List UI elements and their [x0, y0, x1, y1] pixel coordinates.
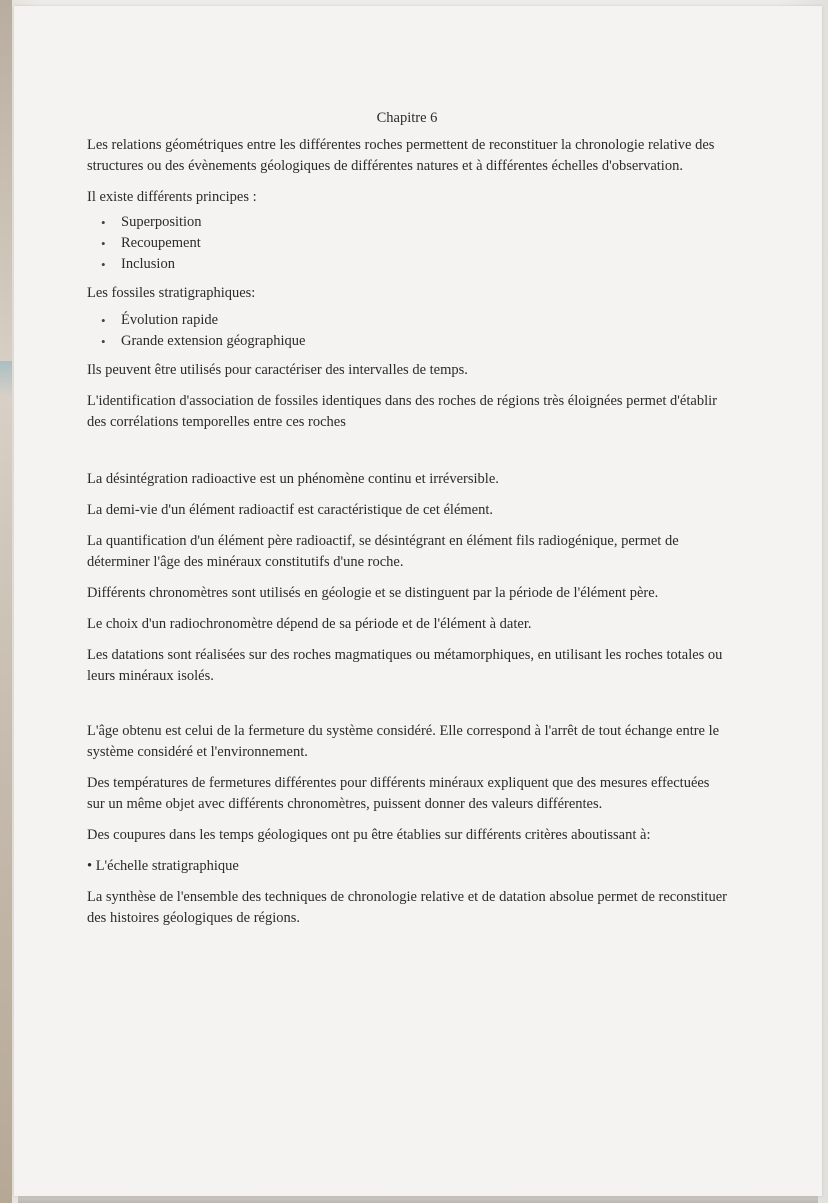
- radio-paragraph-5: Le choix d'un radiochronomètre dépend de sa période et de l'élément à dater.: [87, 616, 532, 632]
- section-gap: [87, 697, 727, 721]
- fossils-list: [87, 310, 727, 352]
- list-item: • Évolution rapide: [121, 310, 727, 331]
- document-body: [87, 108, 727, 939]
- fossils-correlation-paragraph: L'identification d'association de fossiles identiques dans des roches de régions très éloignées permet d'établir des corrélations temporelles entre ces roches: [87, 393, 717, 430]
- page-title: Chapitre 6: [376, 110, 438, 126]
- age-bullet: • L'échelle stratigraphique: [87, 858, 239, 874]
- principles-list: [87, 212, 727, 275]
- list-item: • Inclusion: [121, 254, 727, 275]
- photo-left-edge: [0, 0, 12, 1203]
- radio-paragraph-6: Les datations sont réalisées sur des roches magmatiques ou métamorphiques, en utilisant les roches totales ou leurs minéraux isolés.: [87, 647, 723, 684]
- age-paragraph-3: Des coupures dans les temps géologiques ont pu être établies sur différents critères aboutissant à:: [87, 827, 651, 843]
- list-item: • Superposition: [121, 212, 727, 233]
- radio-paragraph-3: La quantification d'un élément père radioactif, se désintégrant en élément fils radiogénique, permet de déterminer l'âge des minéraux constitutifs d'une roche.: [87, 533, 679, 570]
- list-item: • Grande extension géographique: [121, 331, 727, 352]
- intro-paragraph: Les relations géométriques entre les différentes roches permettent de reconstituer la chronologie relative des structures ou des évènements géologiques de différentes natures et à différentes échelles d'observation.: [87, 137, 715, 174]
- section-gap: [87, 443, 727, 469]
- principles-heading: Il existe différents principes :: [87, 189, 257, 205]
- age-paragraph-1: L'âge obtenu est celui de la fermeture du système considéré. Elle correspond à l'arrêt de tout échange entre le système considéré et l'environnement.: [87, 723, 720, 760]
- radio-paragraph-4: Différents chronomètres sont utilisés en géologie et se distinguent par la période de l'élément père.: [87, 585, 659, 601]
- radio-paragraph-1: La désintégration radioactive est un phénomène continu et irréversible.: [87, 471, 499, 487]
- paper-sheet: [14, 6, 822, 1196]
- fossils-use-paragraph: Ils peuvent être utilisés pour caractériser des intervalles de temps.: [87, 362, 468, 378]
- fossils-heading: Les fossiles stratigraphiques:: [87, 285, 256, 301]
- age-paragraph-2: Des températures de fermetures différentes pour différents minéraux expliquent que des mesures effectuées sur un même objet avec différents chronomètres, puissent donner des valeurs différentes.: [87, 775, 710, 812]
- radio-paragraph-2: La demi-vie d'un élément radioactif est caractéristique de cet élément.: [87, 502, 493, 518]
- list-item: • Recoupement: [121, 233, 727, 254]
- synthesis-paragraph: La synthèse de l'ensemble des techniques de chronologie relative et de datation absolue permet de reconstituer des histoires géologiques de régions.: [87, 889, 727, 926]
